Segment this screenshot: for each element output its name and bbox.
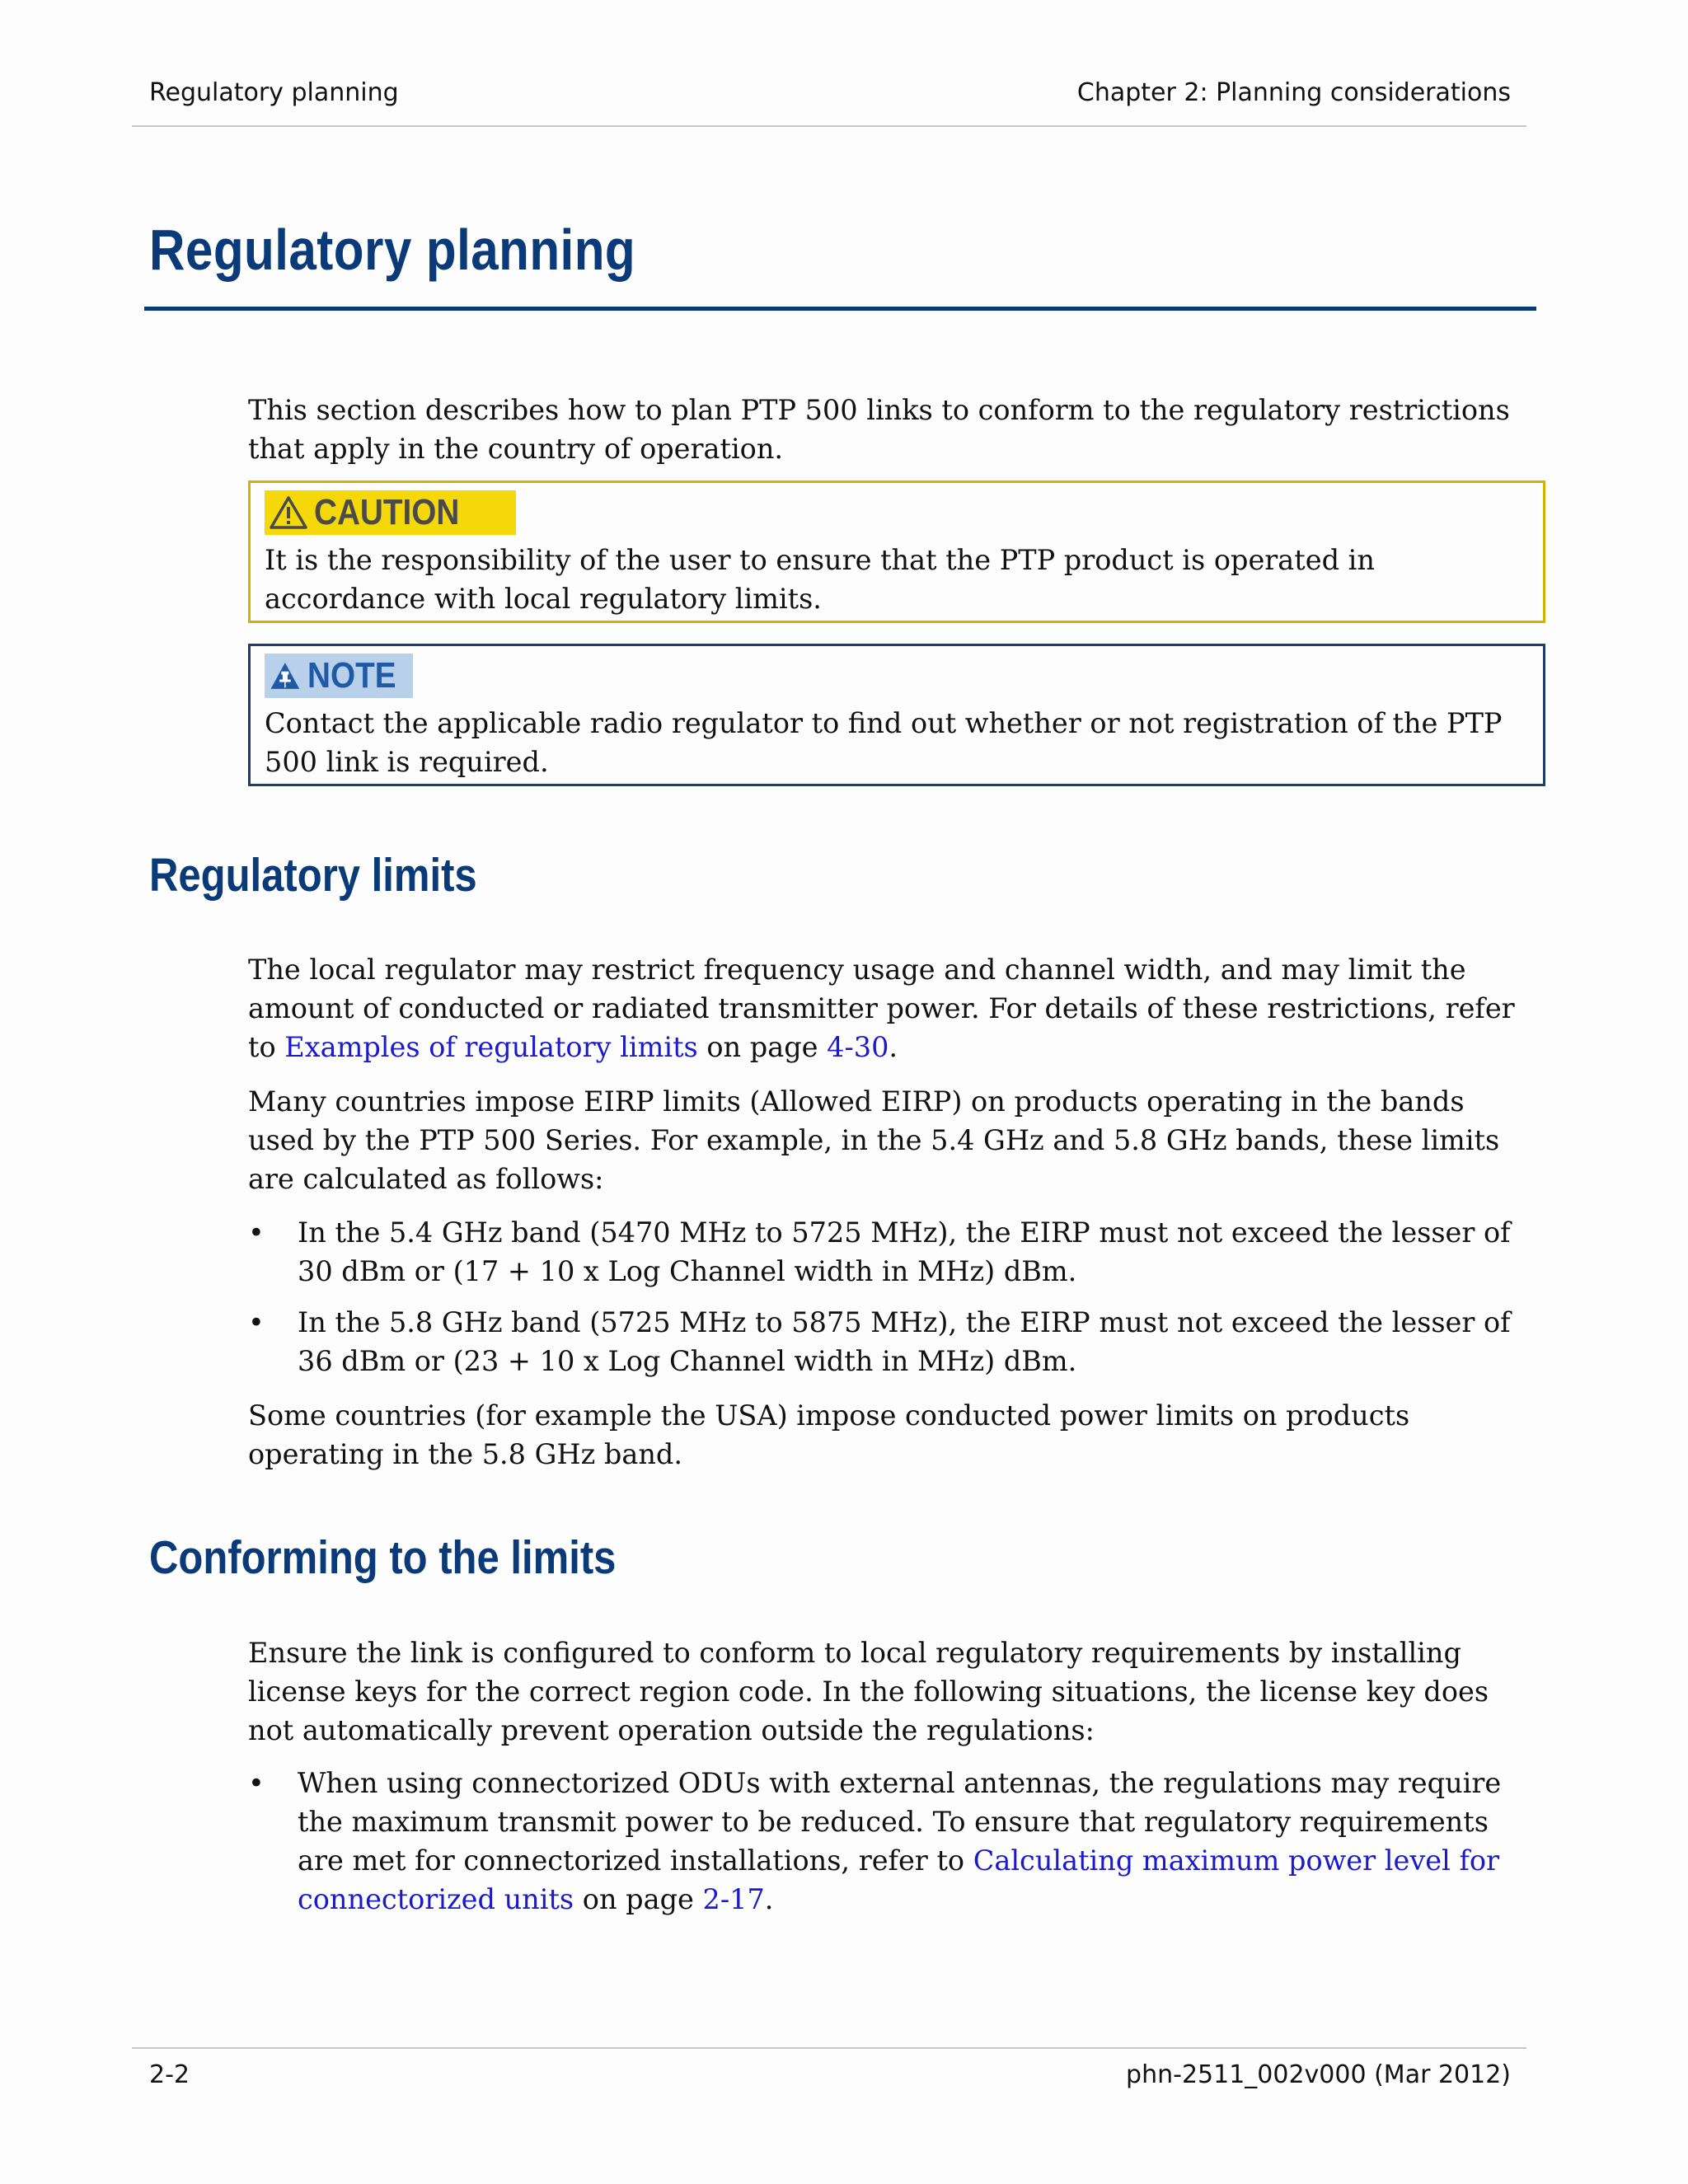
section-heading-regulatory-limits: Regulatory limits [149, 849, 477, 902]
caution-text: It is the responsibility of the user to ensure that the PTP product is operated in accordance with local regulatory limits. [265, 544, 1375, 615]
note-box [248, 644, 1545, 786]
running-header [149, 78, 1511, 111]
calculating-max-power-link[interactable]: Calculating maximum power level for connectorized units [298, 1844, 1500, 1915]
conforming-bullet-on-page: on page [574, 1883, 703, 1915]
list-item-text [298, 1764, 1534, 1919]
header-divider [132, 125, 1526, 127]
pushpin-triangle-icon [270, 657, 301, 695]
bullet-icon: • [248, 1767, 265, 1799]
bullet-icon: • [248, 1216, 265, 1249]
header-section-name: Regulatory planning [149, 78, 399, 107]
note-label: NOTE [307, 655, 396, 696]
caution-label: CAUTION [314, 492, 460, 532]
list-item [248, 1764, 1534, 1919]
note-text: Contact the applicable radio regulator to find out whether or not registration of the PTP 500 link is required. [265, 707, 1503, 778]
section-heading-conforming: Conforming to the limits [149, 1531, 617, 1584]
examples-of-regulatory-limits-link[interactable]: Examples of regulatory limits [284, 1031, 698, 1063]
note-tag [265, 654, 413, 698]
list-item-text: In the 5.4 GHz band (5470 MHz to 5725 MHz), the EIRP must not exceed the lesser of 30 dBm or (17 + 10 x Log Channel width in MHz) dBm. [298, 1216, 1511, 1287]
document-id: phn-2511_002v000 (Mar 2012) [1126, 2060, 1511, 2089]
warning-triangle-icon [270, 495, 307, 530]
conforming-paragraph-1: Ensure the link is configured to conform to local regulatory requirements by installing license keys for the correct region code. In the following situations, the license key does not automatically prevent operation outside the regulations: [248, 1637, 1489, 1746]
limits-paragraph-2: Many countries impose EIRP limits (Allowed EIRP) on products operating in the bands used by the PTP 500 Series. For example, in the 5.4 GHz and 5.8 GHz bands, these limits are calculated as follows: [248, 1085, 1500, 1195]
limits-p1-on-page: on page [697, 1031, 828, 1063]
conforming-bullet-period: . [764, 1883, 774, 1915]
page-ref-2-17-link[interactable]: 2-17 [702, 1883, 765, 1915]
limits-p1-text: The local regulator may restrict frequency usage and channel width, and may limit the amount of conducted or radiated transmitter power. For details of these restrictions, refer to [248, 954, 1515, 1063]
limits-paragraph-3: Some countries (for example the USA) impose conducted power limits on products operating in the 5.8 GHz band. [248, 1399, 1410, 1470]
page-ref-4-30-link[interactable]: 4-30 [827, 1031, 889, 1063]
list-item-text: In the 5.8 GHz band (5725 MHz to 5875 MHz), the EIRP must not exceed the lesser of 36 dBm or (23 + 10 x Log Channel width in MHz) dBm. [298, 1306, 1511, 1377]
list-item [248, 1213, 1534, 1291]
footer-divider [132, 2047, 1526, 2049]
caution-tag [265, 490, 516, 535]
intro-paragraph: This section describes how to plan PTP 500 links to conform to the regulatory restrictions that apply in the country of operation. [248, 394, 1510, 465]
page-title: Regulatory planning [149, 218, 636, 282]
list-item [248, 1303, 1534, 1380]
caution-box [248, 480, 1545, 623]
conforming-bullet-text: When using connectorized ODUs with external antennas, the regulations may require the maximum transmit power to be reduced. To ensure that regulatory requirements are met for connectorized installations, refer to [298, 1767, 1502, 1877]
header-chapter-name: Chapter 2: Planning considerations [1076, 78, 1511, 107]
running-footer [149, 2060, 1511, 2093]
bullet-icon: • [248, 1306, 265, 1338]
limits-p1-period: . [889, 1031, 898, 1063]
title-underline [144, 307, 1536, 311]
limits-paragraph-1 [248, 950, 1534, 1066]
page-number: 2-2 [149, 2060, 190, 2089]
